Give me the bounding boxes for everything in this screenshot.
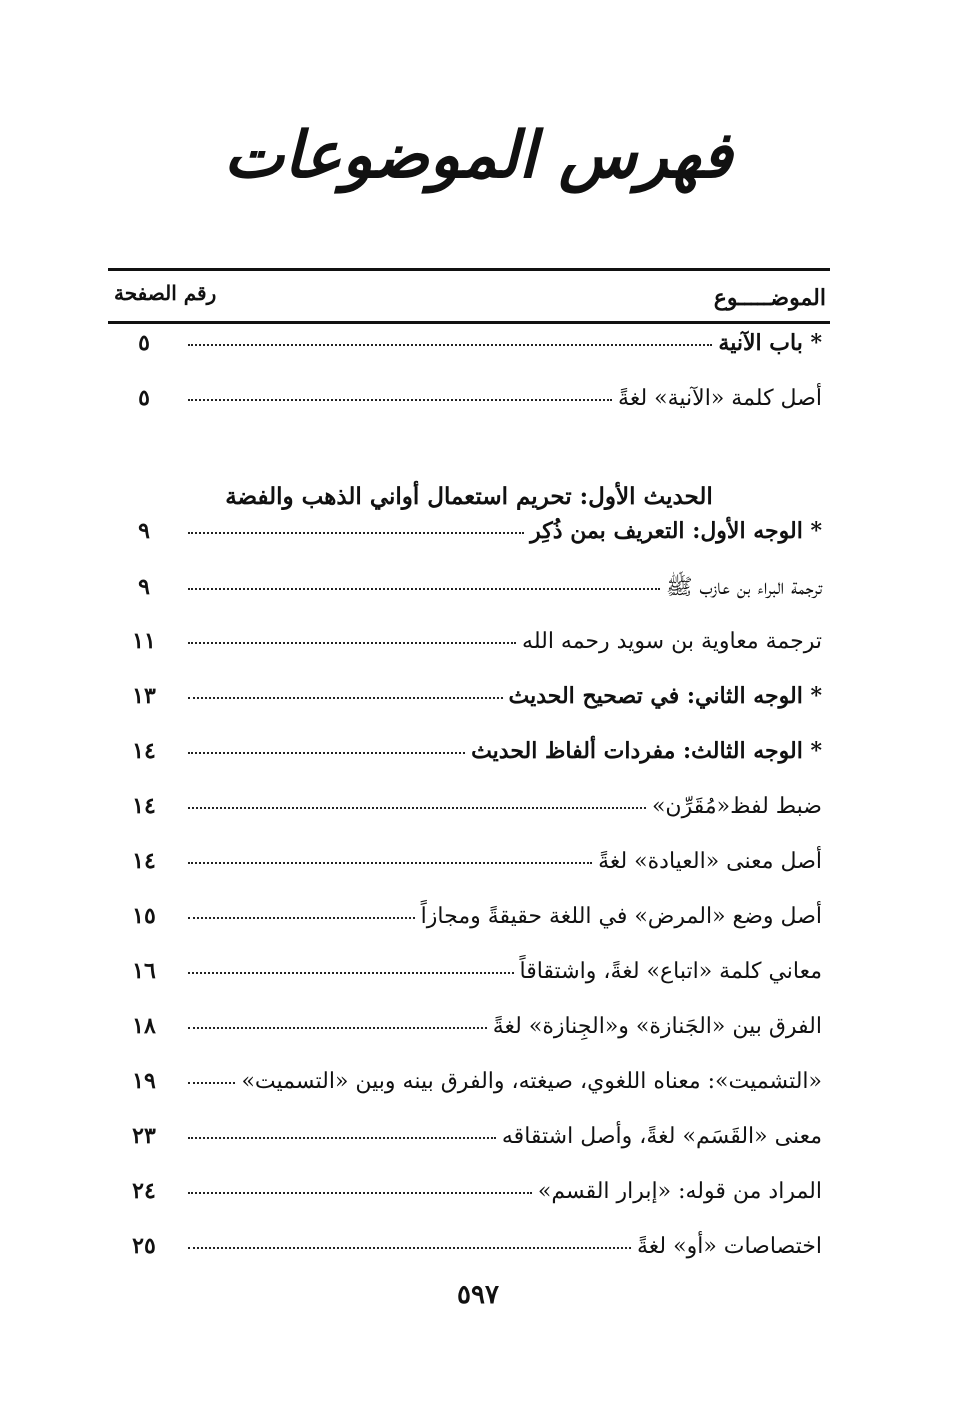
dot-leader — [188, 588, 660, 590]
entry-page-number: ١٦ — [132, 958, 156, 984]
entry-title: معاني كلمة «اتباع» لغةً، واشتقاقاً — [519, 959, 822, 984]
entry-title: معنى «القَسَم» لغةً، وأصل اشتقاقه — [501, 1124, 822, 1149]
entry-title: ترجمة معاوية بن سويد رحمه الله — [522, 629, 822, 654]
dot-leader — [188, 917, 415, 919]
entry-title: «التشميت»: معناه اللغوي، صيغته، والفرق بينه وبين «التسميت» — [241, 1069, 822, 1094]
section-heading — [108, 440, 830, 518]
entry-page-number: ١٤ — [132, 793, 156, 819]
table-header — [108, 268, 830, 324]
page-number: ٥٩٧ — [457, 1280, 499, 1310]
entry-page-number: ٢٥ — [132, 1233, 156, 1259]
entry-page-number: ١٤ — [132, 738, 156, 764]
toc-entry[interactable] — [108, 1068, 830, 1123]
entry-title: * الوجه الأول: التعريف بمن ذُكِر — [530, 518, 822, 544]
entry-title: * الوجه الثاني: في تصحيح الحديث — [508, 683, 822, 709]
entry-page-number: ٩ — [138, 518, 150, 544]
dot-leader — [188, 1137, 496, 1139]
toc-entry[interactable] — [108, 330, 830, 385]
entry-title: أصل كلمة «الآنية» لغةً — [618, 386, 822, 411]
dot-leader — [188, 862, 592, 864]
dot-leader — [188, 344, 712, 346]
toc-entry[interactable] — [108, 903, 830, 958]
topic-column-header: الموضـــــوع — [713, 285, 826, 311]
dot-leader — [188, 1027, 487, 1029]
dot-leader — [188, 399, 612, 401]
entry-page-number: ١٥ — [132, 903, 156, 929]
entry-page-number: ٩ — [138, 574, 150, 600]
section-heading-text: الحديث الأول: تحريم استعمال أواني الذهب والفضة — [225, 483, 713, 510]
entry-page-number: ١٩ — [132, 1068, 156, 1094]
dot-leader — [188, 642, 516, 644]
toc-entries — [108, 330, 830, 1288]
toc-entry[interactable] — [108, 573, 830, 628]
entry-page-number: ٥ — [138, 330, 150, 356]
toc-entry[interactable] — [108, 628, 830, 683]
toc-entry[interactable] — [108, 683, 830, 738]
entry-title: * باب الآنية — [718, 330, 822, 356]
entry-title: أصل معنى «العيادة» لغةً — [598, 849, 822, 874]
entry-title: اختصاصات «أو» لغةً — [637, 1234, 822, 1259]
toc-entry[interactable] — [108, 848, 830, 903]
toc-entry[interactable] — [108, 518, 830, 573]
toc-entry[interactable] — [108, 1123, 830, 1178]
entry-page-number: ١٤ — [132, 848, 156, 874]
entry-title: المراد من قوله: «إبرار القسم» — [537, 1179, 822, 1204]
dot-leader — [188, 972, 514, 974]
entry-title: ضبط لفظ«مُقَرِّن» — [651, 794, 822, 819]
dot-leader — [188, 1082, 235, 1084]
toc-entry[interactable] — [108, 738, 830, 793]
page-column-header: رقم الصفحة — [114, 281, 217, 305]
entry-title: الفرق بين «الجَنازة» و«الجِنازة» لغةً — [492, 1014, 822, 1039]
toc-entry[interactable] — [108, 1013, 830, 1068]
entry-page-number: ٢٤ — [132, 1178, 156, 1204]
dot-leader — [188, 1192, 532, 1194]
entry-page-number: ١١ — [132, 628, 156, 654]
toc-entry[interactable] — [108, 958, 830, 1013]
toc-entry[interactable] — [108, 1178, 830, 1233]
entry-title: ترجمة البراء بن عازب ﷺ — [665, 575, 822, 600]
dot-leader — [188, 752, 465, 754]
entry-title: أصل وضع «المرض» في اللغة حقيقةً ومجازاً — [420, 904, 822, 929]
entry-page-number: ٢٣ — [132, 1123, 156, 1149]
toc-entry[interactable] — [108, 793, 830, 848]
dot-leader — [188, 697, 503, 699]
dot-leader — [188, 1247, 631, 1249]
entry-page-number: ٥ — [138, 385, 150, 411]
page-title: فهرس الموضوعات — [223, 118, 733, 193]
entry-page-number: ١٨ — [132, 1013, 156, 1039]
toc-entry[interactable] — [108, 385, 830, 440]
entry-page-number: ١٣ — [132, 683, 156, 709]
entry-title: * الوجه الثالث: مفردات ألفاظ الحديث — [471, 738, 822, 764]
dot-leader — [188, 532, 524, 534]
dot-leader — [188, 807, 646, 809]
